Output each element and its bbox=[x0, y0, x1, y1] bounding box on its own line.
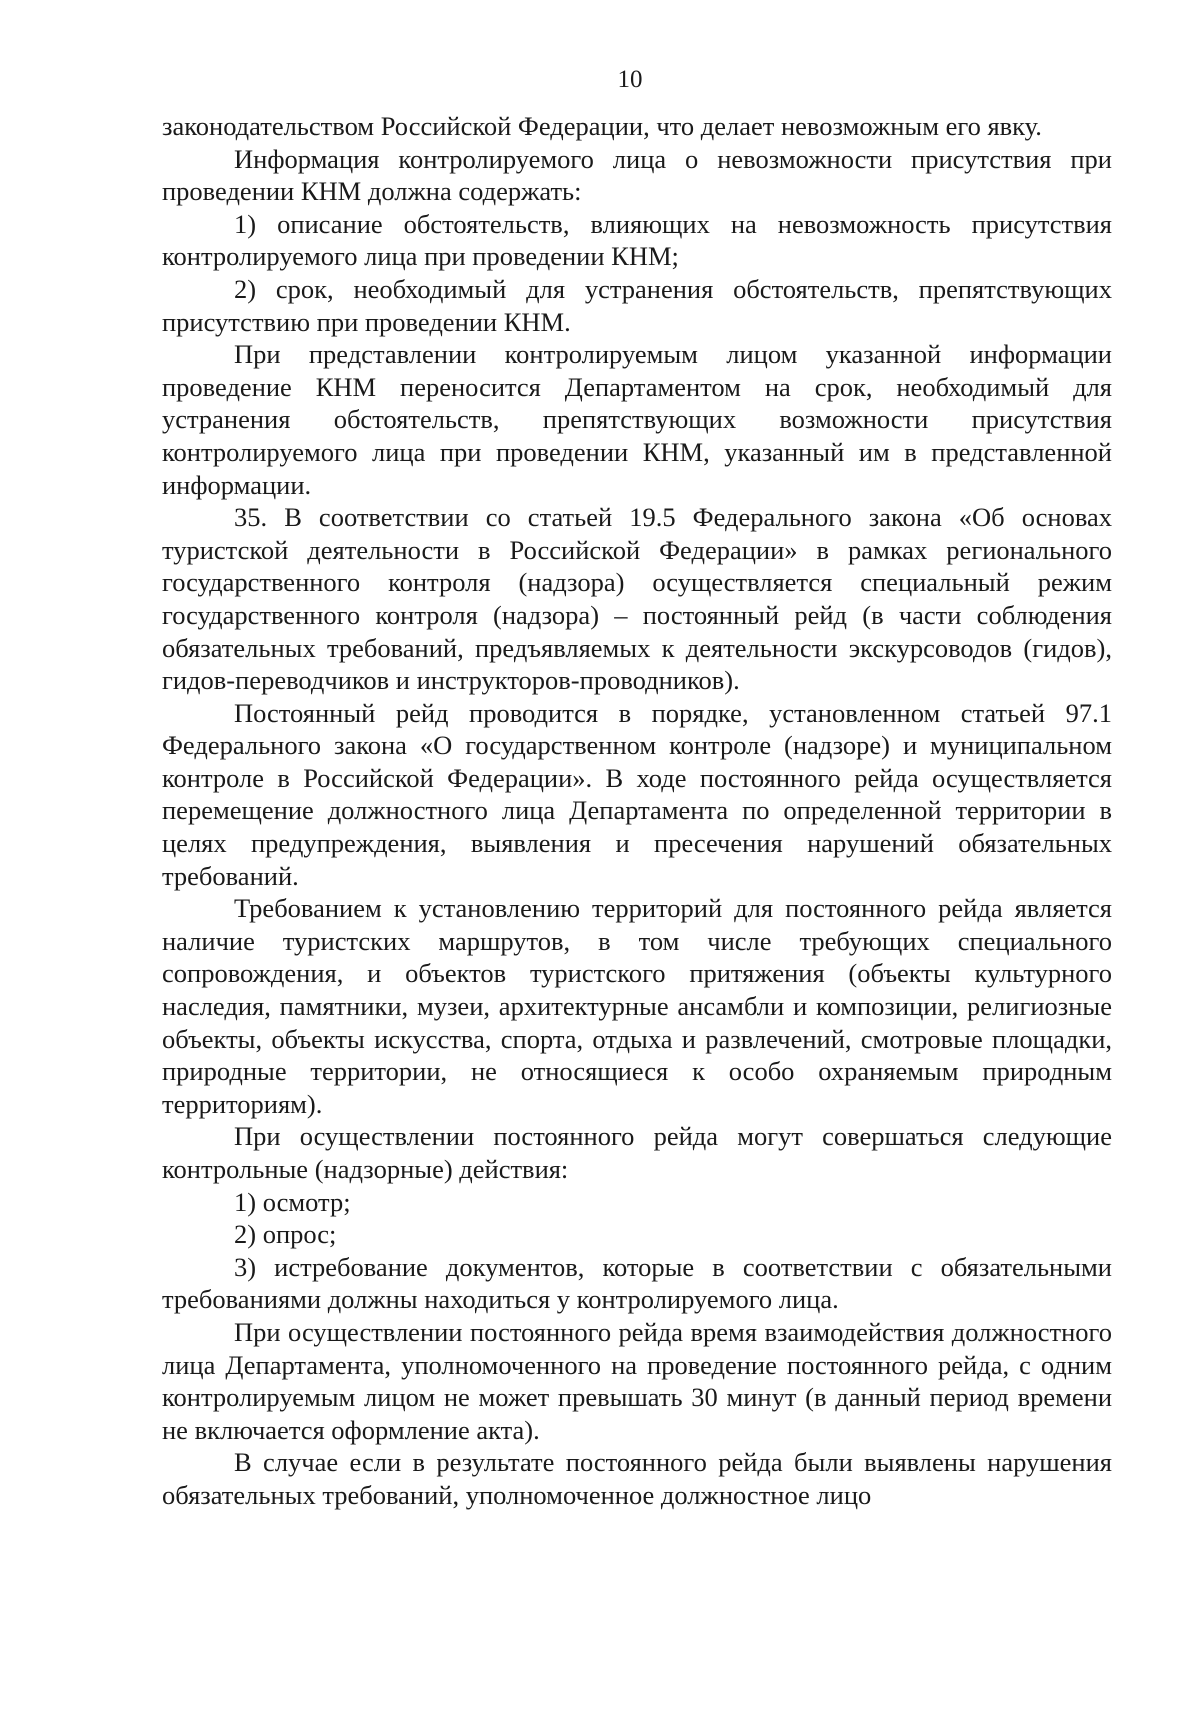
paragraph-postponement: При представлении контролируемым лицом указанной информации проведение КНМ переносится Департаментом на срок, необходимый для устранения обстоятельств, препятствующих возможности присутствия контролируемого лица при проведении КНМ, указанный им в представленной информации. bbox=[162, 339, 1112, 500]
paragraph-continuation: законодательством Российской Федерации, что делает невозможным его явку. bbox=[162, 111, 1042, 141]
list-item-2: 2) срок, необходимый для устранения обстоятельств, препятствующих присутствию при проведении КНМ. bbox=[162, 273, 1112, 337]
page-number: 10 bbox=[617, 66, 643, 93]
paragraph-violations: В случае если в результате постоянного рейда были выявлены нарушения обязательных требований, уполномоченное должностное лицо bbox=[162, 1447, 1112, 1510]
list-item-survey: 2) опрос; bbox=[234, 1219, 337, 1250]
list-item-inspection: 1) осмотр; bbox=[234, 1186, 351, 1217]
paragraph-raid-procedure: Постоянный рейд проводится в порядке, установленном статьей 97.1 Федерального закона «О государственном контроле (надзоре) и муниципальном контроле в Российской Федерации». В ходе постоянного рейда осуществляется перемещение должностного лица Департамента по определенной территории в целях предупреждения, выявления и пресечения нарушений обязательных требований. bbox=[162, 697, 1112, 891]
paragraph-info-requirements: Информация контролируемого лица о невозможности присутствия при проведении КНМ должна содержать: bbox=[162, 143, 1112, 207]
paragraph-territory-requirements: Требованием к установлению территорий для постоянного рейда является наличие туристских маршрутов, в том числе требующих специального сопровождения, и объектов туристского притяжения (объекты культурного наследия, памятники, музеи, архитектурные ансамбли и композиции, религиозные объекты, объекты искусства, спорта, отдыха и развлечений, смотровые площадки, природные территории, не относящиеся к особо охраняемым природным территориям). bbox=[162, 893, 1112, 1119]
list-item-1: 1) описание обстоятельств, влияющих на невозможность присутствия контролируемого лица при проведении КНМ; bbox=[162, 208, 1112, 272]
paragraph-interaction-time: При осуществлении постоянного рейда время взаимодействия должностного лица Департамента, уполномоченного на проведение постоянного рейда, с одним контролируемым лицом не может превышать 30 минут (в данный период времени не включается оформление акта). bbox=[162, 1316, 1112, 1445]
document-body bbox=[162, 110, 1112, 1512]
list-item-documents: 3) истребование документов, которые в соответствии с обязательными требованиями должны находиться у контролируемого лица. bbox=[162, 1251, 1112, 1315]
paragraph-clause-35: 35. В соответствии со статьей 19.5 Федерального закона «Об основах туристской деятельности в Российской Федерации» в рамках регионального государственного контроля (надзора) осуществляется специальный режим государственного контроля (надзора) – постоянный рейд (в части соблюдения обязательных требований, предъявляемых к деятельности экскурсоводов (гидов), гидов-переводчиков и инструкторов-проводников). bbox=[162, 502, 1112, 696]
paragraph-control-actions: При осуществлении постоянного рейда могут совершаться следующие контрольные (надзорные) действия: bbox=[162, 1121, 1112, 1184]
